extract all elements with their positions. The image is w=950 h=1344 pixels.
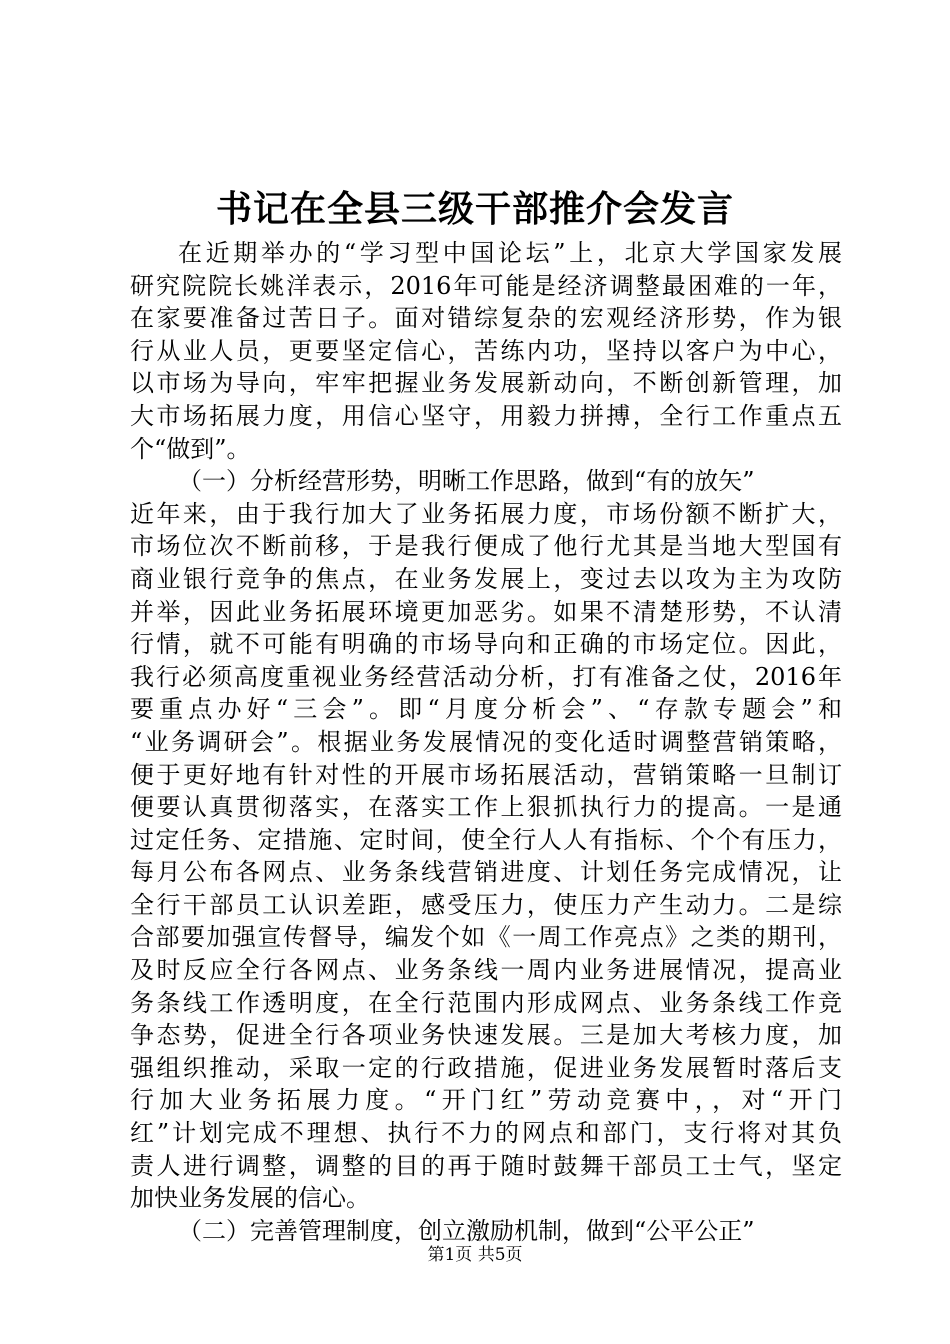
- text-line: 以市场为导向，牢牢把握业务发展新动向，不断创新管理，加: [130, 369, 842, 398]
- text-line: 及时反应全行各网点、业务条线一周内业务进展情况，提高业: [130, 956, 842, 985]
- text-line: 过定任务、定措施、定时间，使全行人人有指标、个个有压力，: [130, 825, 842, 854]
- document-title: 书记在全县三级干部推介会发言: [215, 188, 734, 230]
- text-line: 行从业人员，更要坚定信心，苦练内功，坚持以客户为中心，: [130, 336, 842, 365]
- text-line: 加快业务发展的信心。: [130, 1184, 370, 1213]
- text-line: 全行干部员工认识差距，感受压力，使压力产生动力。二是综: [130, 890, 842, 919]
- text-line: 并举，因此业务拓展环境更加恶劣。如果不清楚形势，不认清: [130, 597, 842, 626]
- text-line: 强组织推动，采取一定的行政措施，促进业务发展暂时落后支: [130, 1053, 842, 1082]
- text-line: 便于更好地有针对性的开展市场拓展活动，营销策略一旦制订: [130, 760, 842, 789]
- text-line: 大市场拓展力度，用信心坚守，用毅力拼搏，全行工作重点五: [130, 401, 842, 430]
- text-line: 行加大业务拓展力度。“开门红”劳动竞赛中，，对“开门: [130, 1086, 842, 1115]
- text-line: 务条线工作透明度，在全行范围内形成网点、业务条线工作竞: [130, 988, 842, 1017]
- page-number-footer: 第1页 共5页: [427, 1245, 523, 1265]
- section-heading: （一）分析经营形势，明晰工作思路，做到“有的放矢”: [178, 467, 755, 496]
- text-line: 个“做到”。: [130, 434, 251, 463]
- document-body: [130, 237, 842, 1247]
- text-line: 便要认真贯彻落实，在落实工作上狠抓执行力的提高。一是通: [130, 793, 842, 822]
- text-line: 商业银行竞争的焦点，在业务发展上，变过去以攻为主为攻防: [130, 564, 842, 593]
- section-heading: （二）完善管理制度，创立激励机制，做到“公平公正”: [178, 1216, 755, 1245]
- text-line: 我行必须高度重视业务经营活动分析，打有准备之仗，2016年: [130, 662, 842, 691]
- text-line: 在近期举办的“学习型中国论坛”上，北京大学国家发展: [178, 239, 842, 267]
- text-line: 合部要加强宣传督导，编发个如《一周工作亮点》之类的期刊，: [130, 923, 842, 952]
- text-line: 责人进行调整，调整的目的再于随时鼓舞干部员工士气，坚定: [130, 1151, 842, 1180]
- text-line: 争态势，促进全行各项业务快速发展。三是加大考核力度，加: [130, 1021, 842, 1050]
- text-line: 在家要准备过苦日子。面对错综复杂的宏观经济形势，作为银: [130, 304, 842, 333]
- paragraph-intro: [130, 237, 842, 465]
- text-line: 研究院院长姚洋表示，2016年可能是经济调整最困难的一年，: [130, 271, 842, 300]
- text-line: 红”计划完成不理想、执行不力的网点和部门，支行将对其负: [130, 1119, 842, 1148]
- text-line: 市场位次不断前移，于是我行便成了他行尤其是当地大型国有: [130, 532, 842, 561]
- text-line: 要重点办好“三会”。即“月度分析会”、“存款专题会”和: [130, 695, 842, 724]
- text-line: 近年来，由于我行加大了业务拓展力度，市场份额不断扩大，: [130, 499, 842, 528]
- paragraph-section-one: [130, 465, 842, 1215]
- text-line: 每月公布各网点、业务条线营销进度、计划任务完成情况，让: [130, 858, 842, 887]
- text-line: 行情，就不可能有明确的市场导向和正确的市场定位。因此，: [130, 630, 842, 659]
- text-line: “业务调研会”。根据业务发展情况的变化适时调整营销策略，: [130, 727, 842, 756]
